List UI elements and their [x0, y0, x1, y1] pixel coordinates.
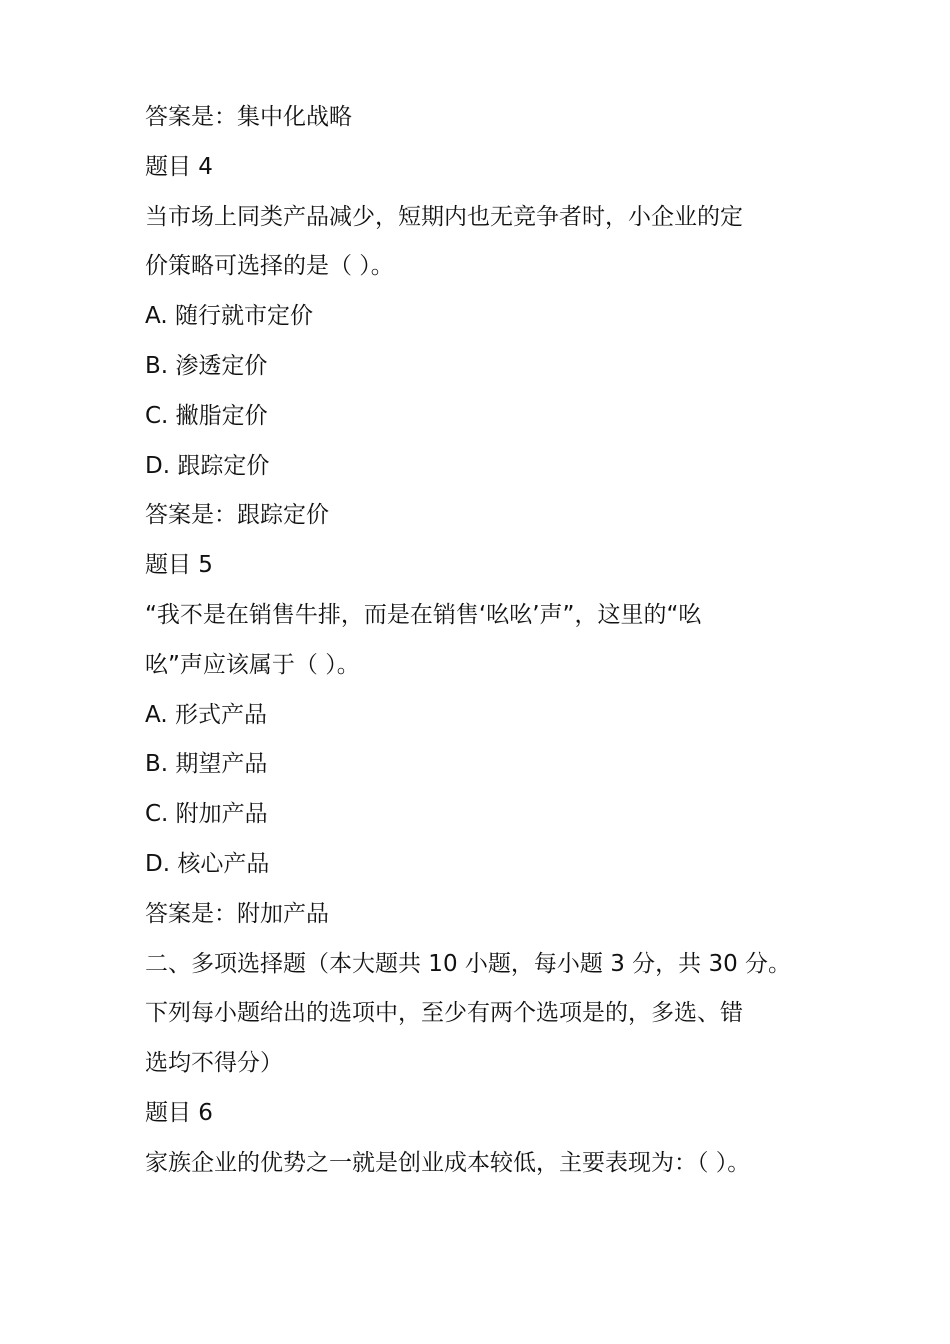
question-4-option-a: A. 随行就市定价: [145, 303, 313, 330]
question-5-text-line-2: 吆”声应该属于（ ）。: [145, 651, 360, 678]
question-4-option-b: B. 渗透定价: [145, 352, 268, 379]
question-5-option-a: A. 形式产品: [145, 701, 267, 728]
question-5-option-d: D. 核心产品: [145, 850, 270, 877]
question-5-option-b: B. 期望产品: [145, 751, 268, 778]
question-5-answer: 答案是：附加产品: [145, 900, 329, 927]
question-4-option-d: D. 跟踪定价: [145, 452, 270, 479]
section-2-heading-line-3: 选均不得分）: [145, 1050, 283, 1077]
question-6-title: 题目 6: [145, 1099, 213, 1126]
question-5-option-c: C. 附加产品: [145, 801, 268, 828]
question-4-text-line-2: 价策略可选择的是（ ）。: [145, 253, 394, 280]
question-4-option-c: C. 撇脂定价: [145, 402, 268, 429]
document-page: [145, 93, 815, 1189]
question-6-text-line-1: 家族企业的优势之一就是创业成本较低，主要表现为：（ ）。: [145, 1149, 751, 1176]
question-4-title: 题目 4: [145, 153, 213, 180]
question-4-text-line-1: 当市场上同类产品减少，短期内也无竞争者时，小企业的定: [145, 203, 743, 230]
answer-line-3: 答案是：集中化战略: [145, 104, 352, 130]
section-2-heading-line-2: 下列每小题给出的选项中，至少有两个选项是的，多选、错: [145, 1000, 743, 1027]
question-5-title: 题目 5: [145, 552, 213, 579]
section-2-heading-line-1: 二、多项选择题（本大题共 10 小题，每小题 3 分，共 30 分。: [145, 950, 792, 977]
question-4-answer: 答案是：跟踪定价: [145, 502, 329, 529]
question-5-text-line-1: “我不是在销售牛排，而是在销售‘吆吆’声”，这里的“吆: [145, 601, 702, 628]
